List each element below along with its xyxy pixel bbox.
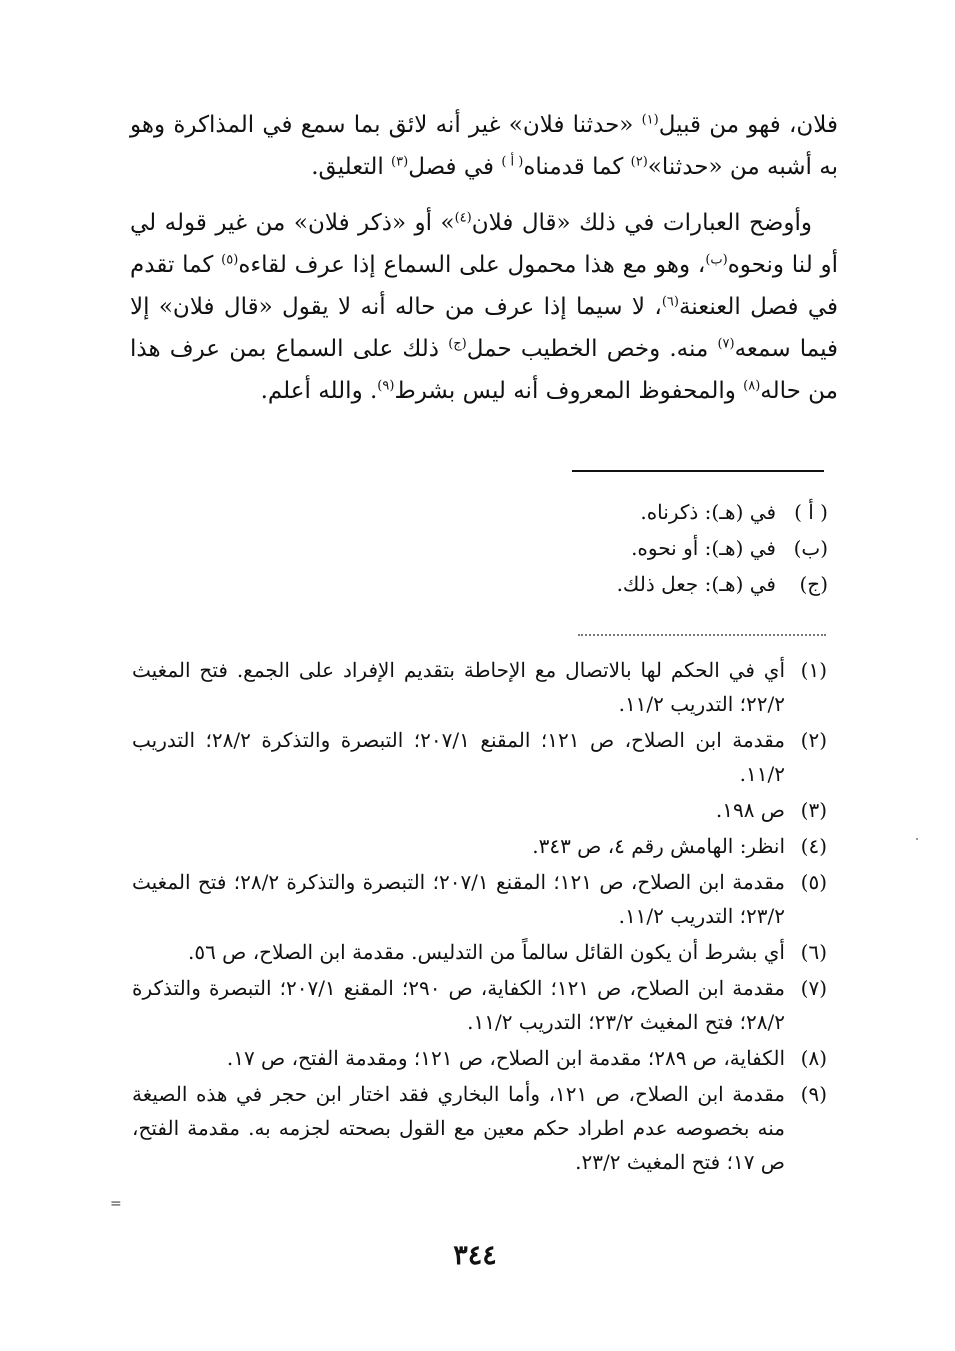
footnote-number: (٣) xyxy=(800,798,827,822)
footnote-ref: (٦) xyxy=(661,294,679,310)
text-run: وأوضح العبارات في ذلك «قال فلان xyxy=(471,210,812,236)
footnote-ref: (٧) xyxy=(717,336,735,352)
text-run: فلان، فهو من قبيل xyxy=(658,112,838,138)
footnote-number: (٧) xyxy=(800,976,827,1000)
footnotes xyxy=(132,653,827,1181)
variant-note xyxy=(400,566,828,602)
variant-note-text: في (هـ): أو نحوه. xyxy=(631,536,776,560)
footnote-separator xyxy=(572,470,824,472)
footnote-number: (٩) xyxy=(800,1082,827,1106)
footnote-number: (٢) xyxy=(800,728,827,752)
footnote-ref: (٢) xyxy=(630,154,648,170)
variant-note-label: ( أ ) xyxy=(794,500,828,524)
text-run: كما قدمناه xyxy=(523,154,631,180)
text-run: في فصل xyxy=(408,154,502,180)
variant-notes xyxy=(400,494,828,602)
text-run: «حدثنا فلان» غير أنه لائق بما سمع في المذاكرة وهو به أشبه من «حدثنا» xyxy=(130,112,838,180)
page-number: ٣٤٤ xyxy=(453,1240,497,1271)
text-run: كما تقدم في فصل العنعنة xyxy=(130,252,838,320)
footnote xyxy=(132,793,827,827)
footnote xyxy=(132,865,827,933)
paragraph xyxy=(130,202,838,412)
footnote xyxy=(132,829,827,863)
footnote xyxy=(132,1041,827,1075)
footnote xyxy=(132,653,827,721)
footnote-text: مقدمة ابن الصلاح، ص ١٢١؛ المقنع ٢٠٧/١؛ التبصرة والتذكرة ٢٨/٢؛ فتح المغيث ٢٣/٢؛ التدريب ١١/٢. xyxy=(132,870,785,928)
footnote-text: أي بشرط أن يكون القائل سالماً من التدليس. مقدمة ابن الصلاح، ص ٥٦. xyxy=(187,940,785,964)
text-run: التعليق. xyxy=(311,154,392,180)
text-run: منه. وخص الخطيب حمل xyxy=(466,336,718,362)
footnote-text: الكفاية، ص ٢٨٩؛ مقدمة ابن الصلاح، ص ١٢١؛ ومقدمة الفتح، ص ١٧. xyxy=(226,1046,785,1070)
scan-speck xyxy=(916,838,918,840)
paragraph xyxy=(130,104,838,188)
variant-note-text: في (هـ): جعل ذلك. xyxy=(616,572,776,596)
footnote-text: ص ١٩٨. xyxy=(715,798,785,822)
footnote-text: مقدمة ابن الصلاح، ص ١٢١؛ الكفاية، ص ٢٩٠؛ المقنع ٢٠٧/١؛ التبصرة والتذكرة ٢٨/٢؛ فتح المغيث ٢٣/٢؛ التدريب ١١/٢. xyxy=(132,976,785,1034)
variant-note-text: في (هـ): ذكرناه. xyxy=(640,500,776,524)
footnote-number: (٥) xyxy=(800,870,827,894)
margin-mark: = xyxy=(110,1196,122,1212)
footnote-ref: (٤) xyxy=(454,210,472,226)
variant-note-label: (ب) xyxy=(793,536,828,560)
footnote-number: (١) xyxy=(800,658,827,682)
footnote-ref: (٥) xyxy=(221,252,239,268)
text-run: . والله أعلم. xyxy=(260,378,378,404)
main-text xyxy=(130,104,838,412)
footnote xyxy=(132,1077,827,1179)
variant-note-label: (ج) xyxy=(799,572,828,596)
text-run: ، وهو مع هذا محمول على السماع إذا عرف لقاءه xyxy=(238,252,706,278)
footnote xyxy=(132,971,827,1039)
footnote-ref: ( أ ) xyxy=(501,154,524,170)
footnote-ref: (١) xyxy=(641,112,659,128)
footnote-text: مقدمة ابن الصلاح، ص ١٢١؛ المقنع ٢٠٧/١؛ التبصرة والتذكرة ٢٨/٢؛ التدريب ١١/٢. xyxy=(132,728,786,786)
text-run: والمحفوظ المعروف أنه ليس بشرط xyxy=(394,378,744,404)
footnote-number: (٤) xyxy=(800,834,827,858)
footnote-number: (٦) xyxy=(800,940,827,964)
footnote-text: مقدمة ابن الصلاح، ص ١٢١، وأما البخاري فقد اختار ابن حجر في هذه الصيغة منه بخصوصه عدم اطراد حكم معين مع القول بصحته لجزمه به. مقدمة الفتح، ص ١٧؛ فتح المغيث ٢٣/٢. xyxy=(132,1082,786,1174)
footnote-ref: (٣) xyxy=(391,154,409,170)
text-run: ذلك على السماع بمن عرف هذا من حاله xyxy=(130,336,838,404)
text-run: » أو «ذكر فلان» من غير قوله لي أو لنا ونحوه xyxy=(130,210,838,278)
dotted-separator xyxy=(578,634,826,636)
footnote-number: (٨) xyxy=(800,1046,827,1070)
text-run: ، لا سيما إذا عرف من حاله أنه لا يقول «قال فلان» إلا فيما سمعه xyxy=(130,294,839,362)
footnote xyxy=(132,935,827,969)
footnote xyxy=(132,723,827,791)
variant-note xyxy=(400,494,828,530)
footnote-ref: (ب) xyxy=(705,252,728,268)
variant-note xyxy=(400,530,828,566)
footnote-ref: (ج) xyxy=(448,336,467,352)
footnote-ref: (٨) xyxy=(743,378,761,394)
footnote-text: انظر: الهامش رقم ٤، ص ٣٤٣. xyxy=(532,834,785,858)
footnote-ref: (٩) xyxy=(377,378,395,394)
footnote-text: أي في الحكم لها بالاتصال مع الإحاطة بتقديم الإفراد على الجمع. فتح المغيث ٢٢/٢؛ التدريب ١١/٢. xyxy=(132,658,785,716)
